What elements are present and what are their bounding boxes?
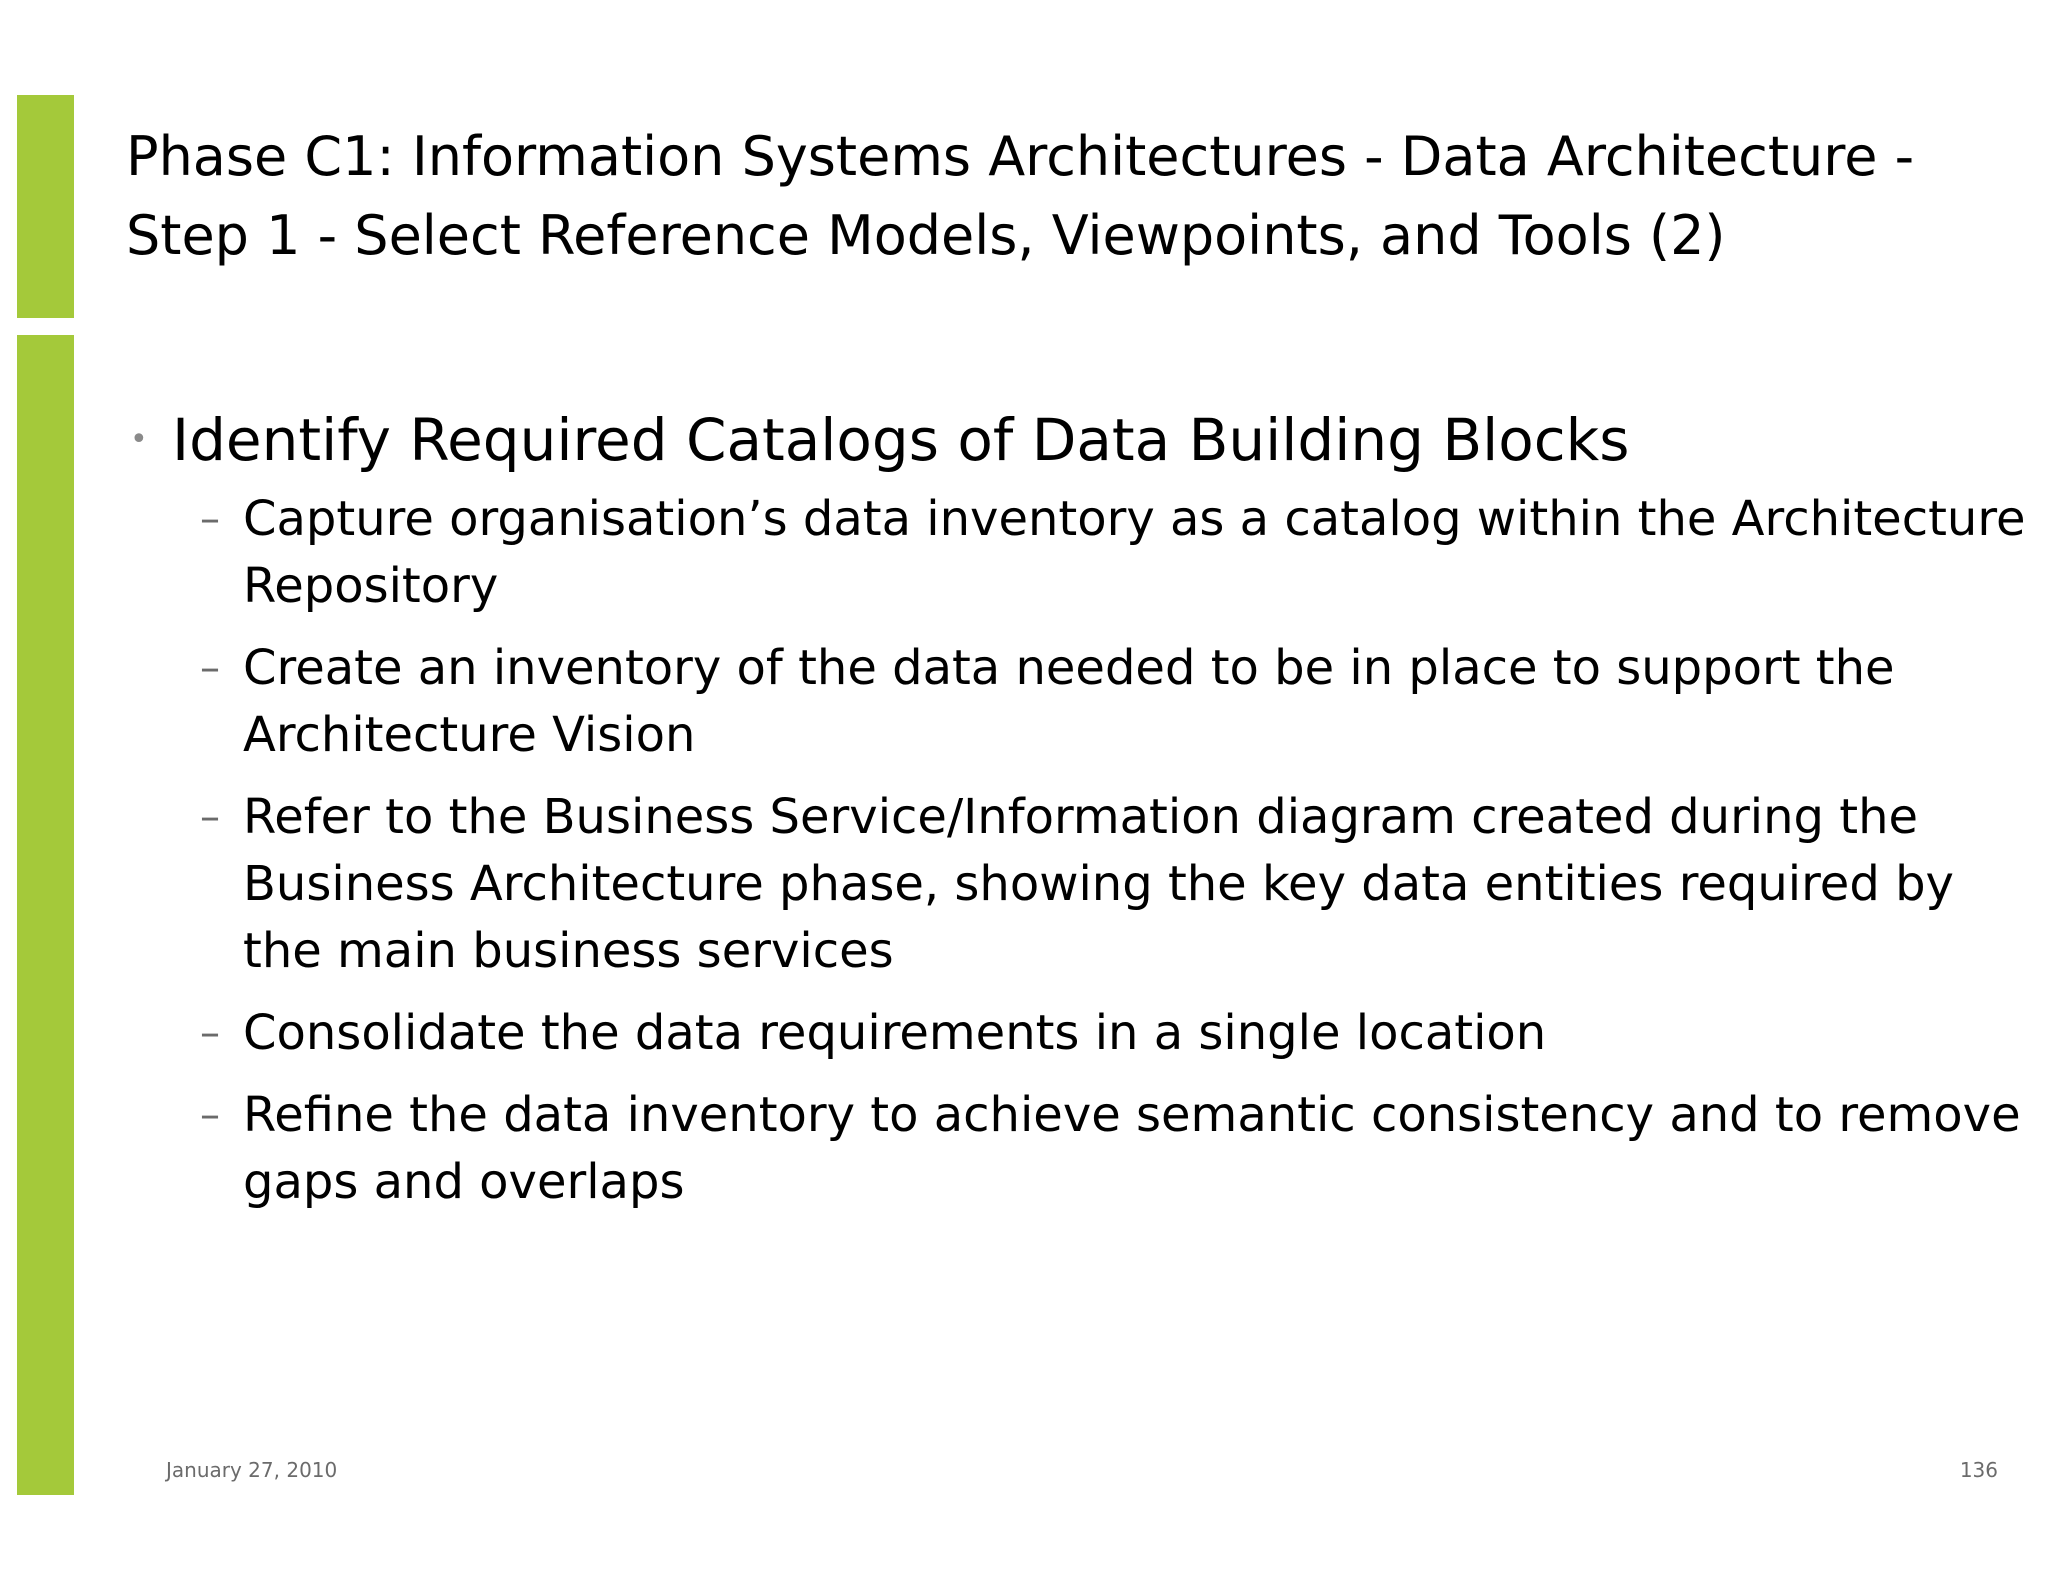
footer-date: January 27, 2010 xyxy=(166,1458,338,1482)
dash-marker: – xyxy=(200,794,220,840)
sub-bullet-text: Refer to the Business Service/Information diagram created during the Business Architecture phase, showing the key data entities required by the main business services xyxy=(243,789,1954,979)
main-bullet-text: Identify Required Catalogs of Data Building Blocks xyxy=(172,406,1630,474)
slide-content xyxy=(126,400,2026,1231)
sub-bullet-list xyxy=(126,486,2026,1216)
sub-bullet-item xyxy=(126,635,2043,769)
sub-bullet-item xyxy=(126,1000,2043,1067)
accent-bar-bottom xyxy=(17,335,74,1495)
dash-marker: – xyxy=(200,496,220,542)
sub-bullet-text: Capture organisation’s data inventory as a catalog within the Architecture Repository xyxy=(243,491,2026,614)
sub-bullet-item xyxy=(126,784,2043,985)
page-number: 136 xyxy=(1959,1458,1998,1482)
sub-bullet-text: Create an inventory of the data needed to be in place to support the Architecture Vision xyxy=(243,640,1895,763)
sub-bullet-item xyxy=(126,486,2043,620)
dash-marker: – xyxy=(200,1092,220,1138)
dash-marker: – xyxy=(200,1010,220,1056)
sub-bullet-text: Refine the data inventory to achieve semantic consistency and to remove gaps and overlaps xyxy=(243,1087,2021,1210)
sub-bullet-text: Consolidate the data requirements in a single location xyxy=(243,1005,1547,1061)
bullet-marker: • xyxy=(130,422,148,457)
dash-marker: – xyxy=(200,645,220,691)
main-bullet xyxy=(126,400,1926,480)
slide-title: Phase C1: Information Systems Architectures - Data Architecture - Step 1 - Select Reference Models, Viewpoints, and Tools (2) xyxy=(126,125,1915,267)
accent-bar-top xyxy=(17,95,74,318)
sub-bullet-item xyxy=(126,1082,2043,1216)
